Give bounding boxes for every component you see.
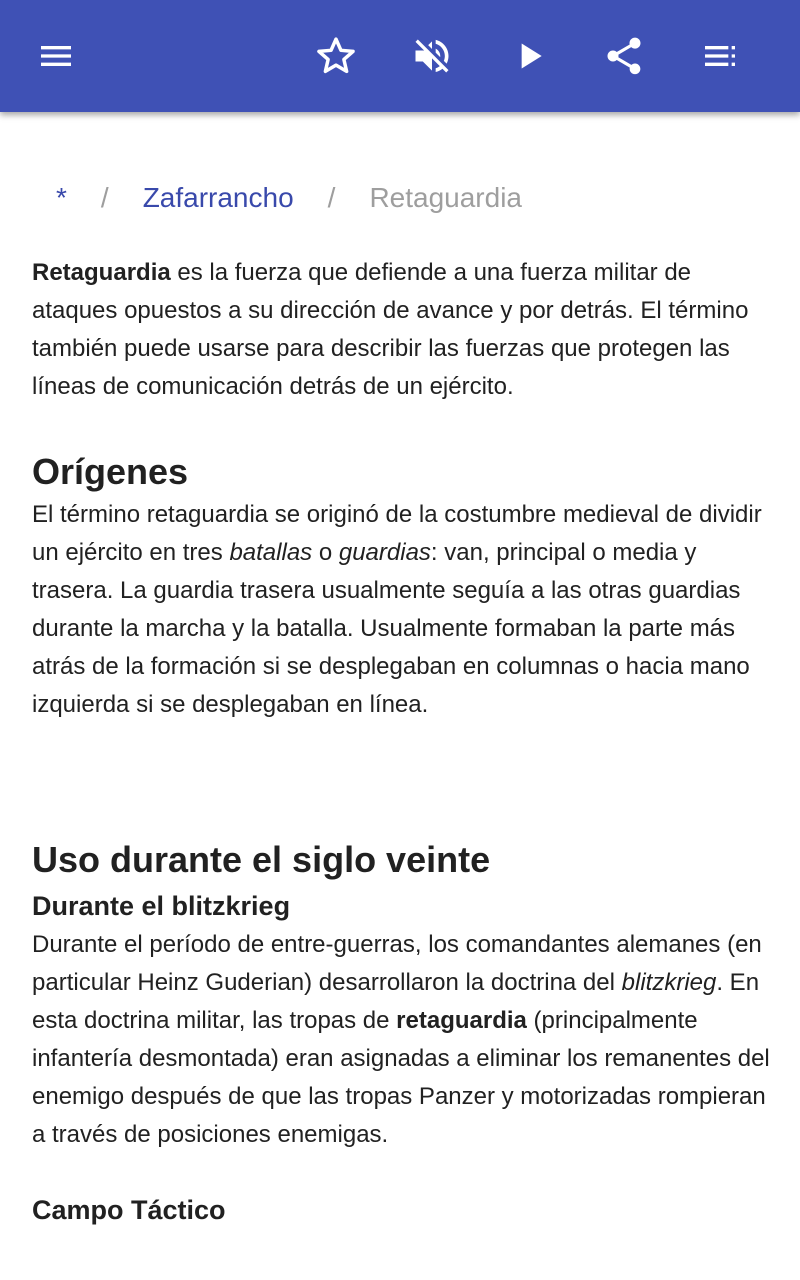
origenes-text: o [312,539,339,566]
breadcrumb-separator: / [327,182,336,213]
blitzkrieg-term: retaguardia [396,1007,527,1034]
intro-paragraph [32,254,772,406]
origenes-emphasis: batallas [229,539,313,566]
mute-button[interactable] [400,24,464,88]
article-body [32,254,772,1230]
menu-button[interactable] [24,24,88,88]
play-button[interactable] [498,24,562,88]
blitzkrieg-paragraph [32,926,772,1154]
origenes-text: El término retaguardia se originó de la costumbre medieval de dividir un ejército en tres [32,501,762,566]
intro-term: Retaguardia [32,259,171,286]
blitzkrieg-text: (principalmente infantería desmontada) eran asignadas a eliminar los remanentes del enemigo después de que las tropas Panzer y motorizadas rompieran a través de posiciones enemigas. [32,1007,770,1148]
section-heading-siglo-veinte: Uso durante el siglo veinte [32,839,491,880]
subsection-heading-blitzkrieg: Durante el blitzkrieg [32,891,291,921]
volume-off-icon [410,34,454,78]
menu-icon [36,36,76,76]
contents-button[interactable] [688,24,752,88]
breadcrumb-separator: / [100,182,109,213]
app-bar [0,0,800,112]
origenes-text: : van, principal o media y trasera. La guardia trasera usualmente seguía a las otras guardias durante la marcha y la batalla. Usualmente formaban la parte más atrás de la formación si se desplegaban en columnas o hacia mano izquierda si se desplegaban en línea. [32,539,750,718]
blitzkrieg-emphasis: blitzkrieg [621,969,717,996]
origenes-paragraph [32,496,772,724]
star-icon [314,34,358,78]
share-icon [602,34,646,78]
share-button[interactable] [592,24,656,88]
origenes-emphasis: guardias [338,539,431,566]
breadcrumb [56,182,522,214]
list-icon [700,36,740,76]
article-content [0,112,800,1280]
blitzkrieg-text: Durante el período de entre-guerras, los comandantes alemanes (en particular Heinz Guderian) desarrollaron la doctrina del [32,931,762,996]
favorite-button[interactable] [304,24,368,88]
subsection-heading-next: Campo Táctico [32,1195,226,1225]
blitzkrieg-text: . En esta doctrina militar, las tropas de [32,969,760,1034]
breadcrumb-parent[interactable]: Zafarrancho [142,182,294,213]
breadcrumb-current: Retaguardia [369,182,522,213]
play-icon [510,36,550,76]
breadcrumb-home[interactable]: * [56,182,67,213]
intro-text: es la fuerza que defiende a una fuerza militar de ataques opuestos a su dirección de avance y por detrás. El término también puede usarse para describir las fuerzas que protegen las líneas de comunicación detrás de un ejército. [32,259,749,400]
section-heading-origenes: Orígenes [32,451,189,492]
